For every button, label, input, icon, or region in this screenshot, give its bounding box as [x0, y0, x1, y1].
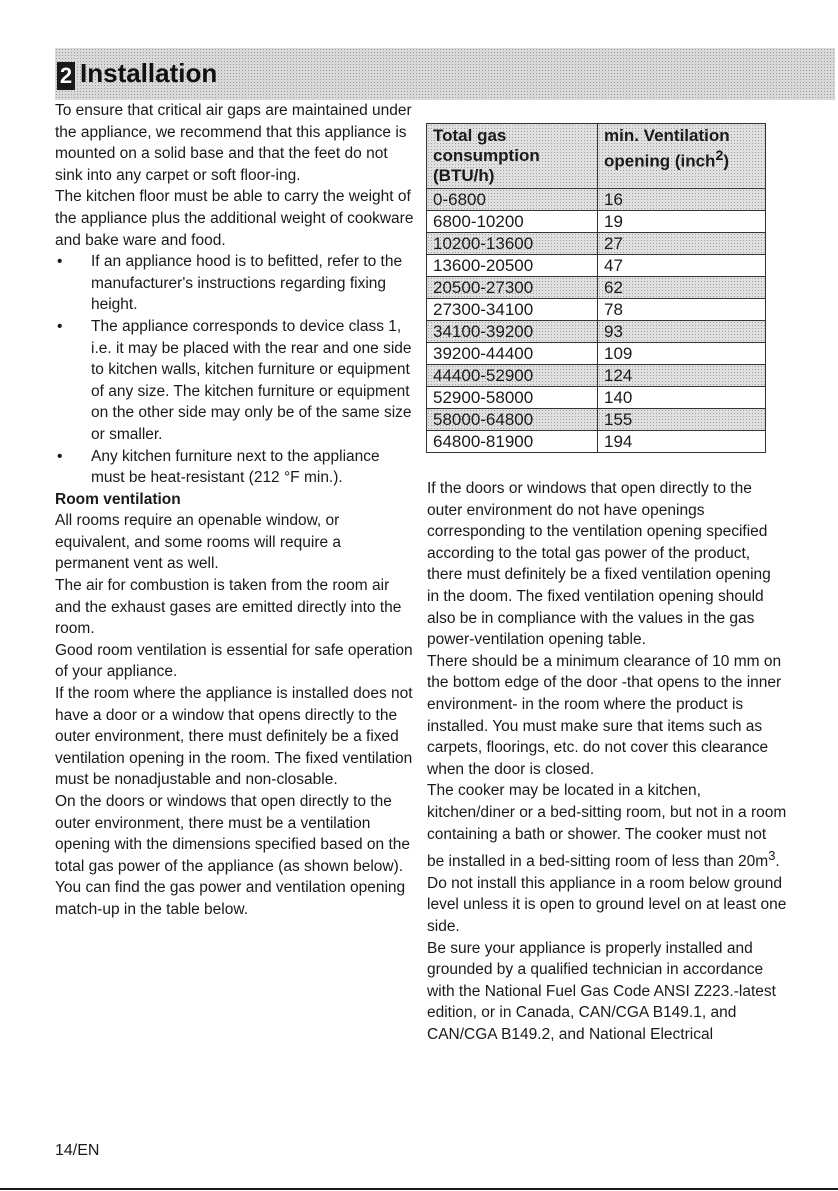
cell-gas-consumption: 58000-64800	[427, 409, 598, 431]
cell-gas-consumption: 34100-39200	[427, 321, 598, 343]
ventilation-table	[426, 123, 766, 453]
section-number: 2	[57, 62, 75, 90]
cell-gas-consumption: 13600-20500	[427, 255, 598, 277]
cell-gas-consumption: 20500-27300	[427, 277, 598, 299]
cell-gas-consumption: 44400-52900	[427, 365, 598, 387]
section-title: Installation	[80, 58, 218, 88]
table-row	[427, 299, 766, 321]
paragraph: If the room where the appliance is installed does not have a door or a window that opens directly to the outer environment, there must definitely be a fixed ventilation opening in the room. The fixed ventilation must be nonadjustable and non-closable.	[55, 685, 413, 789]
paragraph: The kitchen floor must be able to carry the weight of the appliance plus the additional weight of cookware and bake ware and food.	[55, 188, 414, 249]
paragraph: On the doors or windows that open directly to the outer environment, there must be a ventilation opening with the dimensions specified based on the total gas power of the appliance (as shown below). You can find the gas power and ventilation opening match-up in the table below.	[55, 793, 411, 918]
left-column	[55, 100, 415, 921]
cell-ventilation-opening: 19	[598, 211, 766, 233]
cell-ventilation-opening: 62	[598, 277, 766, 299]
table-row	[427, 255, 766, 277]
paragraph: The cooker may be located in a kitchen, kitchen/diner or a bed-sitting room, but not in a room containing a bath or shower. The cooker must not be installed in a bed-sitting room of less than $20m^3$.	[427, 782, 787, 871]
table-row	[427, 387, 766, 409]
cell-ventilation-opening: 124	[598, 365, 766, 387]
paragraph: If the doors or windows that open directly to the outer environment do not have openings corresponding to the ventilation opening specified according to the total gas power of the product, there must definitely be a fixed ventilation opening in the doom. The fixed ventilation opening should also be in compliance with the values in the gas power-ventilation opening table.	[427, 480, 771, 649]
paragraph: There should be a minimum clearance of 10 mm on the bottom edge of the door -that opens to the inner environment- in the room where the product is installed. You must make sure that items such as carpets, floorings, etc. do not cover this clearance when the door is closed.	[427, 652, 782, 778]
cell-gas-consumption: 0-6800	[427, 189, 598, 211]
cell-gas-consumption: 10200-13600	[427, 233, 598, 255]
cell-ventilation-opening: 78	[598, 299, 766, 321]
cell-gas-consumption: 6800-10200	[427, 211, 598, 233]
cell-ventilation-opening: 47	[598, 255, 766, 277]
cell-ventilation-opening: 16	[598, 189, 766, 211]
cell-gas-consumption: 52900-58000	[427, 387, 598, 409]
subheading-room-ventilation: Room ventilation	[55, 490, 181, 508]
header-gas-consumption: Total gas consumption (BTU/h)	[427, 124, 598, 189]
table-row	[427, 431, 766, 453]
paragraph: Be sure your appliance is properly installed and grounded by a qualified technician in accordance with the National Fuel Gas Code ANSI Z223.-latest edition, or in Canada, CAN/CGA B149.1, and CAN/CGA B149.2, and National Electrical	[427, 939, 776, 1043]
cell-gas-consumption: 27300-34100	[427, 299, 598, 321]
cell-ventilation-opening: 27	[598, 233, 766, 255]
paragraph: Do not install this appliance in a room below ground level unless it is open to ground level on at least one side.	[427, 874, 787, 936]
cell-ventilation-opening: 93	[598, 321, 766, 343]
cell-ventilation-opening: 140	[598, 387, 766, 409]
table-row	[427, 189, 766, 211]
table-header-row	[427, 124, 766, 189]
table-row	[427, 211, 766, 233]
page-number: 14/EN	[55, 1142, 100, 1159]
cell-ventilation-opening: 109	[598, 343, 766, 365]
paragraph: All rooms require an openable window, or equivalent, and some rooms will require a permanent vent as well.	[55, 512, 342, 573]
bullet-item: • Any kitchen furniture next to the appliance must be heat-resistant (212 °F min.).	[55, 446, 415, 489]
table-row	[427, 343, 766, 365]
table-row	[427, 409, 766, 431]
table-row	[427, 321, 766, 343]
table-row	[427, 277, 766, 299]
paragraph: The air for combustion is taken from the room air and the exhaust gases are emitted directly into the room.	[55, 577, 402, 638]
paragraph: Good room ventilation is essential for safe operation of your appliance.	[55, 641, 413, 681]
paragraph: To ensure that critical air gaps are maintained under the appliance, we recommend that this appliance is mounted on a solid base and that the feet do not sink into any carpet or soft floor-ing.	[55, 102, 412, 184]
cell-ventilation-opening: 194	[598, 431, 766, 453]
cell-gas-consumption: 39200-44400	[427, 343, 598, 365]
right-column	[427, 478, 787, 1046]
cell-ventilation-opening: 155	[598, 409, 766, 431]
bullet-item: • If an appliance hood is to befitted, refer to the manufacturer's instructions regarding fixing height.	[55, 251, 415, 316]
bullet-item: • The appliance corresponds to device class 1, i.e. it may be placed with the rear and one side to kitchen walls, kitchen furniture or equipment of any size. The kitchen furniture or equipment on the other side may only be of the same size or smaller.	[55, 316, 415, 446]
table-row	[427, 365, 766, 387]
header-ventilation-opening: min. Ventilation opening (inch$^2$)	[598, 124, 766, 189]
table-row	[427, 233, 766, 255]
bottom-rule	[0, 1188, 838, 1190]
cell-gas-consumption: 64800-81900	[427, 431, 598, 453]
